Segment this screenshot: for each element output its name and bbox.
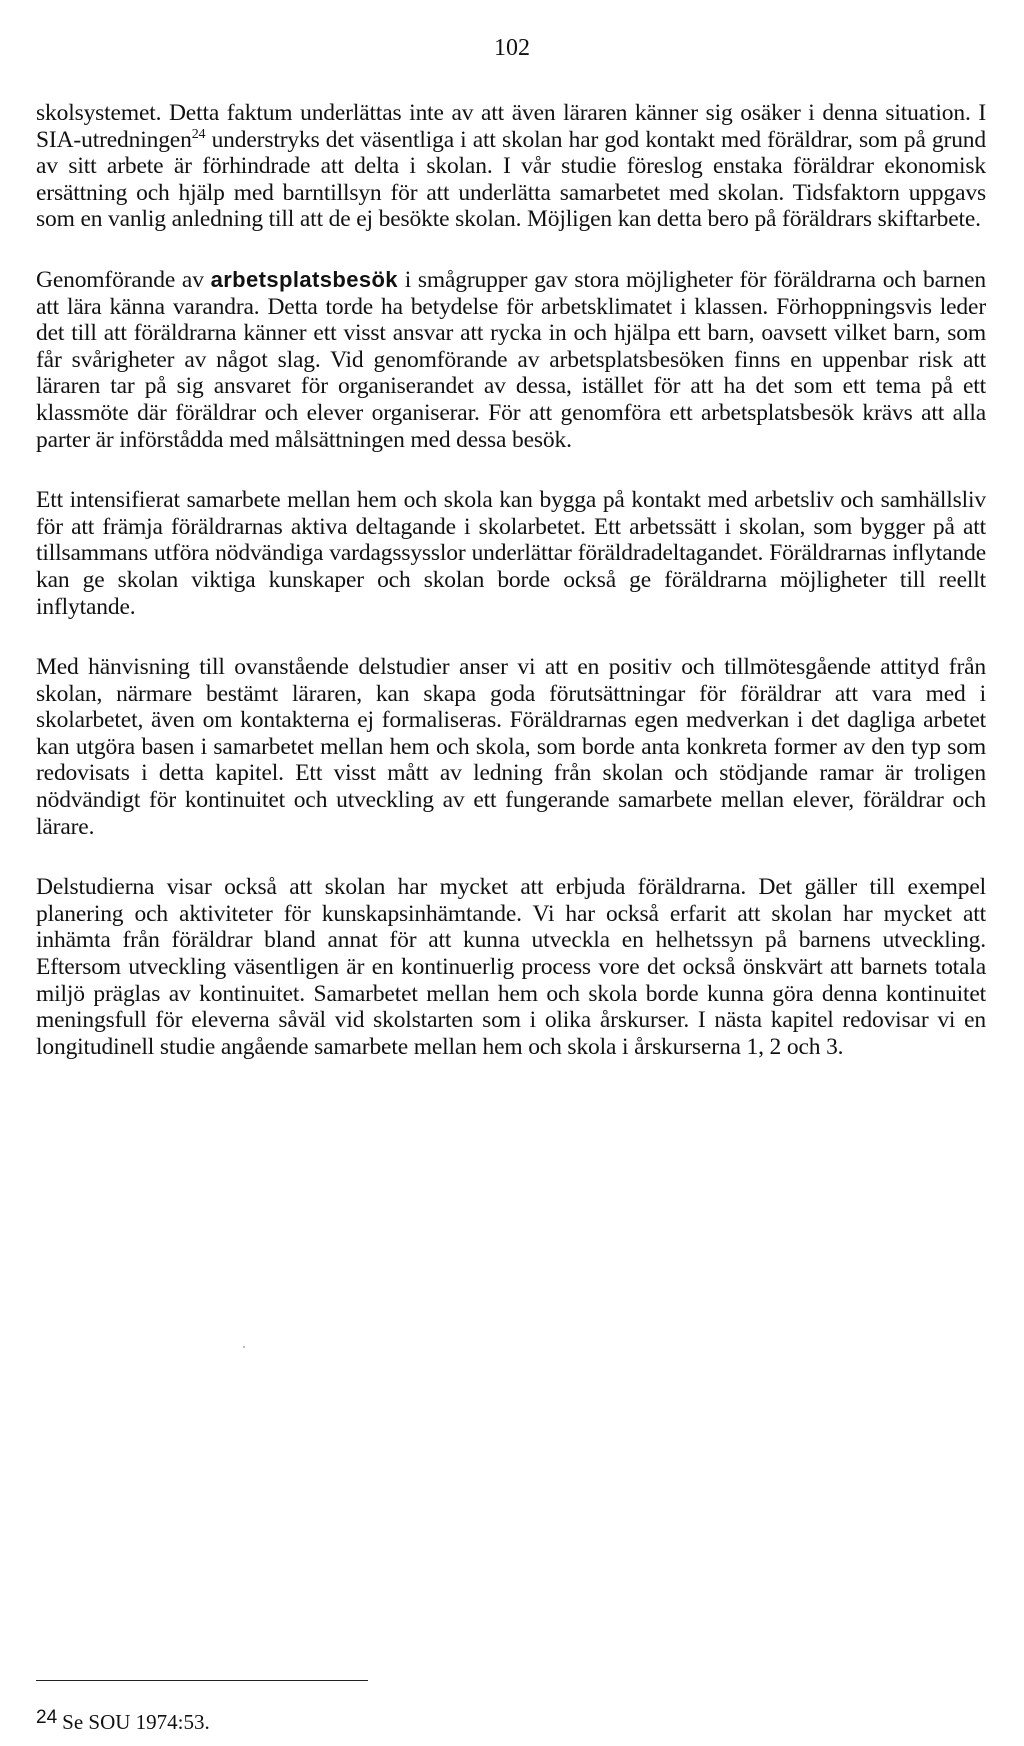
paragraph bbox=[36, 487, 986, 620]
text-run: i smågrupper gav stora möjligheter för föräldrarna och barnen att lära känna varandra. Detta torde ha betydelse för arbetsklimatet i klassen. Förhoppningsvis leder det till att föräldrarna känner ett visst ansvar att rycka in och hjälpa ett barn, oavsett vilket barn, som får svårigheter av något slag. Vid genomförande av arbetsplatsbesöken finns en uppenbar risk att läraren tar på sig ansvaret för organiserandet av dessa, istället för att ha det som ett tema på ett klassmöte där föräldrar och elever organiserar. För att genomföra ett arbetsplatsbesök krävs att alla parter är införstådda med målsättningen med dessa besök. bbox=[36, 266, 986, 453]
scan-speck bbox=[243, 1346, 245, 1348]
text-run: Genomförande av bbox=[36, 266, 211, 293]
body-text bbox=[36, 100, 986, 1060]
paragraph bbox=[36, 100, 986, 233]
page-number: 102 bbox=[494, 35, 530, 61]
paragraph bbox=[36, 654, 986, 840]
footnote-marker: 24 bbox=[36, 1707, 58, 1728]
emphasized-term: arbetsplatsbesök bbox=[210, 266, 398, 292]
footnote-text: Se SOU 1974:53. bbox=[62, 1710, 210, 1734]
footnote-separator bbox=[36, 1680, 368, 1681]
footnote-reference: 24 bbox=[191, 126, 206, 142]
text-run: Delstudierna visar också att skolan har mycket att erbjuda föräldrarna. Det gäller till exempel planering och aktiviteter för kunskapsinhämtande. Vi har också erfarit att skolan har mycket att inhämta från föräldrar bland annat för att kunna utveckla en helhetssyn på barnens utveckling. Eftersom utveckling väsentligen är en kontinuerlig process vore det också önskvärt att barnets totala miljö präglas av kontinuitet. Samarbetet mellan hem och skola borde kunna göra denna kontinuitet meningsfull för eleverna såväl vid skolstarten som i olika årskurser. I nästa kapitel redovisar vi en longitudinell studie angående samarbete mellan hem och skola i årskurserna 1, 2 och 3. bbox=[36, 874, 986, 1060]
footnote bbox=[36, 1709, 210, 1737]
paragraph bbox=[36, 874, 986, 1060]
paragraph bbox=[36, 267, 986, 453]
text-run: Ett intensifierat samarbete mellan hem och skola kan bygga på kontakt med arbetsliv och samhällsliv för att främja föräldrarnas aktiva deltagande i skolarbetet. Ett arbetssätt i skolan, som bygger på att tillsammans utföra nödvändiga vardagssysslor underlättar föräldradeltagandet. Föräldrarnas inflytande kan ge skolan viktiga kunskaper och skolan borde också ge föräldrarna möjligheter till reellt inflytande. bbox=[36, 487, 986, 620]
text-run: Med hänvisning till ovanstående delstudier anser vi att en positiv och tillmötesgående attityd från skolan, närmare bestämt läraren, kan skapa goda förutsättningar för föräldrar att vara med i skolarbetet, även om kontakterna ej formaliseras. Föräldrarnas egen medverkan i det dagliga arbetet kan utgöra basen i samarbetet mellan hem och skola, som borde anta konkreta former av den typ som redovisats i detta kapitel. Ett visst mått av ledning från skolan och stödjande ramar är troligen nödvändigt för kontinuitet och utveckling av ett fungerande samarbete mellan elever, föräldrar och lärare. bbox=[36, 654, 986, 840]
text-run: understryks det väsentliga i att skolan har god kontakt med föräldrar, som på grund av sitt arbete är förhindrade att delta i skolan. I vår studie föreslog enstaka föräldrar ekonomisk ersättning och hjälp med barntillsyn för att underlätta samarbetet med skolan. Tidsfaktorn uppgavs som en vanlig anledning till att de ej besökte skolan. Möjligen kan detta bero på föräldrars skiftarbete. bbox=[36, 126, 986, 233]
text-run: skolsystemet. Detta faktum underlättas inte av att även läraren känner sig osäker i denna situation. I SIA-utredningen bbox=[36, 100, 986, 153]
